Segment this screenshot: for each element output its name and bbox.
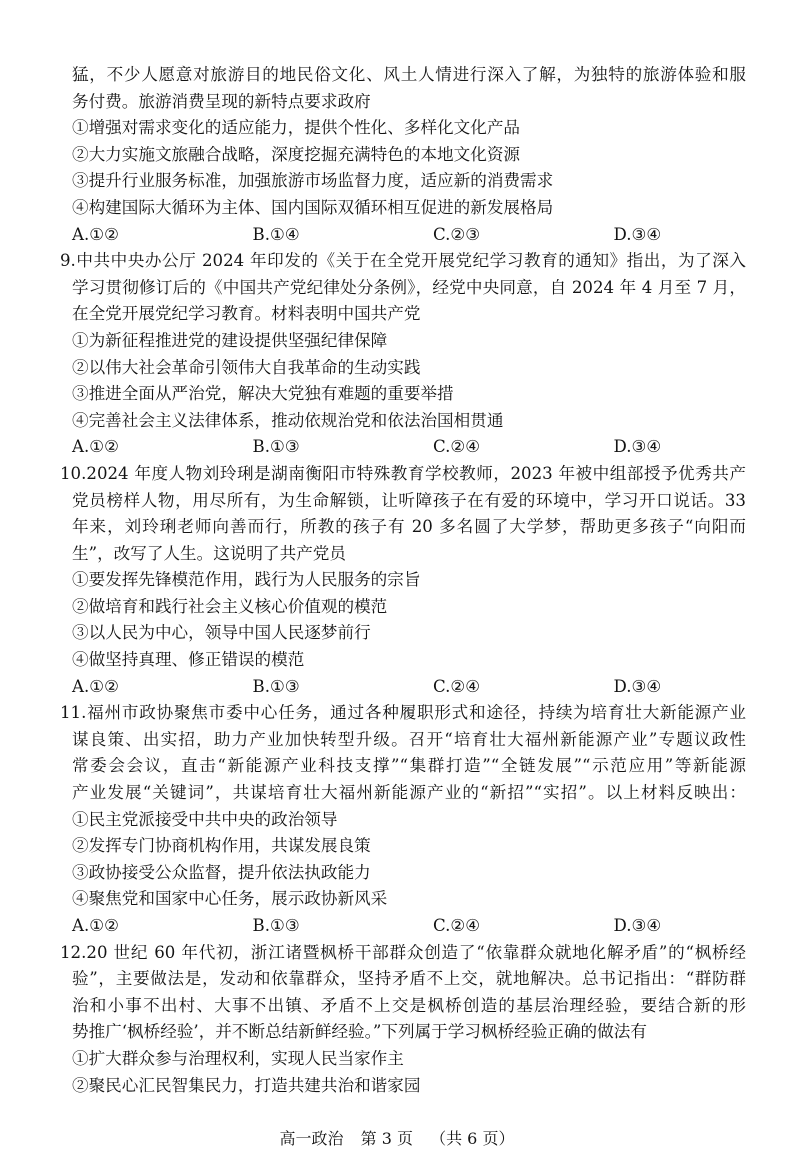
q10-stem-line: 党员榜样人物，用尽所有，为生命解锁，让听障孩子在有爱的环境中，学习开口说话。33 bbox=[72, 490, 746, 510]
choice-c: C.②③ bbox=[433, 224, 481, 244]
q9-option: ④完善社会主义法律体系，推动依规治党和依法治国相贯通 bbox=[72, 410, 504, 430]
q10-option: ③以人民为中心，领导中国人民逐梦前行 bbox=[72, 623, 371, 643]
choice-b: B.①④ bbox=[252, 224, 300, 244]
choice-b: B.①③ bbox=[252, 916, 300, 935]
choice-c: C.②④ bbox=[433, 437, 481, 457]
question-block bbox=[0, 62, 794, 1099]
choice-c: C.②④ bbox=[433, 916, 481, 935]
q12-stem-line: 势推广‘枫桥经验’，并不断总结新鲜经验。”下列属于学习枫桥经验正确的做法有 bbox=[72, 1022, 647, 1042]
choice-a: A.①② bbox=[72, 676, 120, 696]
choice-d: D.③④ bbox=[613, 224, 662, 244]
choice-c: C.②④ bbox=[433, 676, 481, 696]
q11-choices bbox=[0, 913, 794, 940]
q9-option: ①为新征程推进党的建设提供坚强纪律保障 bbox=[72, 330, 388, 350]
q10-option: ④做坚持真理、修正错误的模范 bbox=[72, 650, 305, 670]
q8-stem-line: 猛，不少人愿意对旅游目的地民俗文化、风土人情进行深入了解，为独特的旅游体验和服 bbox=[72, 65, 746, 84]
q12-stem-line: 12.20 世纪 60 年代初，浙江诸暨枫桥干部群众创造了“依靠群众就地化解矛盾”的“枫桥经 bbox=[60, 942, 746, 962]
q10-choices bbox=[0, 674, 794, 701]
q12-stem-line: 验”，主要做法是，发动和依靠群众，坚持矛盾不上交，就地解决。总书记指出：“群防群 bbox=[72, 969, 746, 989]
q11-option: ①民主党派接受中共中央的政治领导 bbox=[72, 809, 338, 829]
footer-total-pages: （共 6 页） bbox=[430, 1129, 515, 1148]
footer-page-number: 第 3 页 bbox=[360, 1129, 413, 1148]
footer-subject: 高一政治 bbox=[279, 1129, 344, 1148]
choice-d: D.③④ bbox=[613, 437, 662, 457]
choice-b: B.①③ bbox=[252, 676, 300, 696]
choice-a: A.①② bbox=[72, 437, 120, 457]
q9-option: ③推进全面从严治党，解决大党独有难题的重要举措 bbox=[72, 384, 454, 404]
q12-stem-line: 治和小事不出村、大事不出镇、矛盾不上交是枫桥创造的基层治理经验，要结合新的形 bbox=[72, 995, 746, 1015]
q9-choices bbox=[0, 434, 794, 461]
q11-stem-line: 谋良策、出实招，助力产业加快转型升级。召开“培育壮大福州新能源产业”专题议政性 bbox=[72, 729, 746, 749]
q8-option: ②大力实施文旅融合战略，深度挖掘充满特色的本地文化资源 bbox=[72, 144, 521, 164]
q11-stem-line: 11.福州市政协聚焦市委中心任务，通过各种履职形式和途径，持续为培育壮大新能源产业 bbox=[60, 703, 746, 723]
q11-stem-line: 常委会会议，直击“新能源产业科技支撑”“集群打造”“全链发展”“示范应用”等新能源 bbox=[72, 756, 746, 776]
q11-stem-line: 产业发展“关键词”，共谋培育壮大福州新能源产业的“新招”“实招”。以上材料反映出： bbox=[72, 783, 746, 803]
page-footer bbox=[0, 1128, 794, 1150]
q8-stem-line: 务付费。旅游消费呈现的新特点要求政府 bbox=[72, 91, 371, 111]
q10-stem-line: 生”，改写了人生。这说明了共产党员 bbox=[72, 543, 346, 563]
q8-choices bbox=[0, 222, 794, 249]
q9-stem-line: 9.中共中央办公厅 2024 年印发的《关于在全党开展党纪学习教育的通知》指出，为了深入 bbox=[60, 251, 746, 271]
q8-option: ③提升行业服务标准，加强旅游市场监督力度，适应新的消费需求 bbox=[72, 171, 554, 191]
choice-a: A.①② bbox=[72, 224, 120, 244]
q10-option: ②做培育和践行社会主义核心价值观的模范 bbox=[72, 596, 388, 616]
q8-option: ④构建国际大循环为主体、国内国际双循环相互促进的新发展格局 bbox=[72, 197, 554, 217]
choice-b: B.①③ bbox=[252, 437, 300, 457]
q11-option: ④聚焦党和国家中心任务，展示政协新风采 bbox=[72, 889, 388, 909]
q12-option: ②聚民心汇民智集民力，打造共建共治和谐家园 bbox=[72, 1075, 421, 1095]
q12-option: ①扩大群众参与治理权利，实现人民当家作主 bbox=[72, 1048, 404, 1068]
q9-option: ②以伟大社会革命引领伟大自我革命的生动实践 bbox=[72, 357, 421, 377]
q10-option: ①要发挥先锋模范作用，践行为人民服务的宗旨 bbox=[72, 570, 421, 590]
choice-d: D.③④ bbox=[613, 916, 662, 935]
q9-stem-line: 在全党开展党纪学习教育。材料表明中国共产党 bbox=[72, 304, 421, 324]
q10-stem-line: 10.2024 年度人物刘玲琍是湖南衡阳市特殊教育学校教师，2023 年被中组部授予优秀共产 bbox=[60, 463, 746, 483]
q9-stem-line: 学习贯彻修订后的《中国共产党纪律处分条例》，经党中央同意，自 2024 年 4 月至 7 月， bbox=[72, 277, 746, 297]
choice-d: D.③④ bbox=[613, 676, 662, 696]
q10-stem-line: 年来，刘玲琍老师向善而行，所教的孩子有 20 多名圆了大学梦，帮助更多孩子“向阳而 bbox=[72, 517, 746, 537]
q11-option: ③政协接受公众监督，提升依法执政能力 bbox=[72, 862, 371, 882]
q11-option: ②发挥专门协商机构作用，共谋发展良策 bbox=[72, 836, 371, 856]
q8-option: ①增强对需求变化的适应能力，提供个性化、多样化文化产品 bbox=[72, 118, 521, 138]
choice-a: A.①② bbox=[72, 916, 120, 935]
